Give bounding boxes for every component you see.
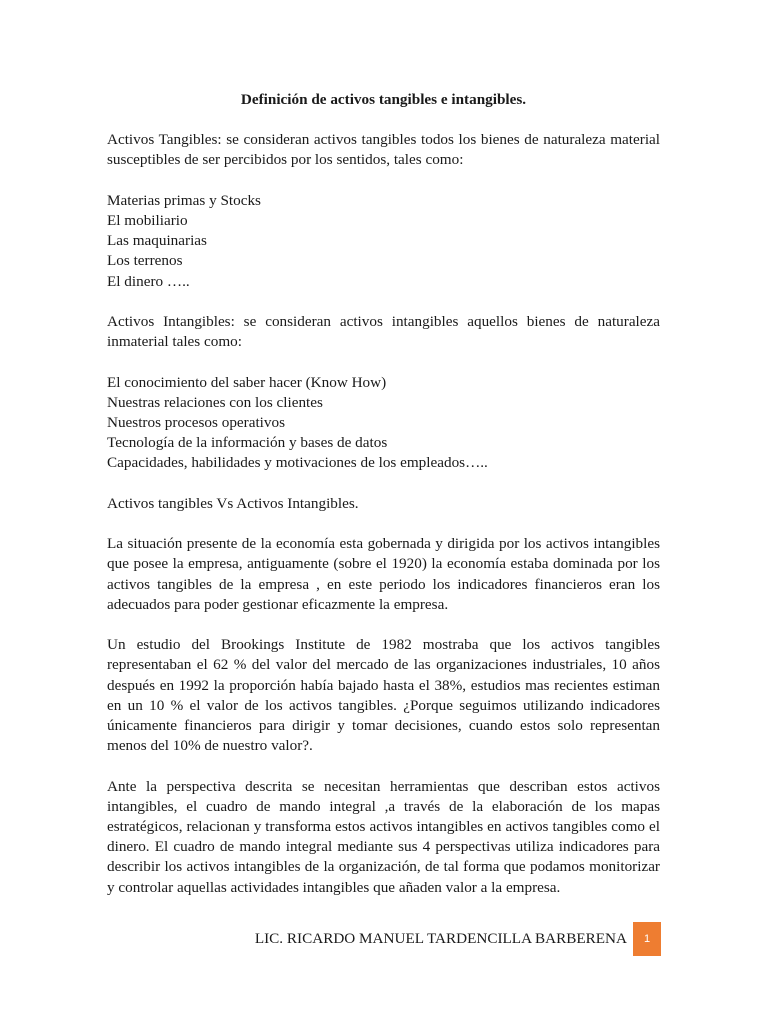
list-item: El conocimiento del saber hacer (Know How): [107, 373, 387, 391]
list-item: El dinero …..: [107, 272, 190, 290]
list-item: Capacidades, habilidades y motivaciones de los empleados…..: [107, 454, 488, 472]
paragraph-situacion: La situación presente de la economía esta gobernada y dirigida por los activos intangibles que posee la empresa, antiguamente (sobre el 1920) la economía estaba dominada por los activos tangibles de la empresa , en este periodo los indicadores financieros eran los adecuados para poder gestionar eficazmente la empresa.: [107, 535, 660, 613]
intangibles-list: [107, 373, 660, 474]
document-title: Definición de activos tangibles e intangibles.: [240, 91, 527, 108]
paragraph-intangibles: Activos Intangibles: se consideran activos intangibles aquellos bienes de naturaleza inmaterial tales como:: [107, 313, 660, 351]
list-item: Materias primas y Stocks: [107, 191, 261, 209]
list-item: Tecnología de la información y bases de datos: [107, 434, 388, 452]
list-item: El mobiliario: [107, 212, 188, 229]
document-page: [107, 90, 660, 918]
page-number-badge: 1: [633, 922, 661, 956]
paragraph-tangibles: Activos Tangibles: se consideran activos tangibles todos los bienes de naturaleza material susceptibles de ser percibidos por los sentidos, tales como:: [107, 131, 660, 169]
footer-author: LIC. RICARDO MANUEL TARDENCILLA BARBERENA: [254, 930, 627, 947]
page-footer: [0, 922, 768, 956]
paragraph-estudio: Un estudio del Brookings Institute de 1982 mostraba que los activos tangibles representaban el 62 % del valor del mercado de las organizaciones industriales, 10 años después en 1992 la proporción había bajado hasta el 38%, estudios mas recientes estiman en un 10 % el valor de los activos tangibles. ¿Porque seguimos utilizando indicadores únicamente financieros para dirigir y tomar decisiones, cuando estos solo representan menos del 10% de nuestro valor?.: [107, 636, 660, 755]
paragraph-perspectiva: Ante la perspectiva descrita se necesitan herramientas que describan estos activos intangibles, el cuadro de mando integral ,a través de la elaboración de los mapas estratégicos, relacionan y transforma estos activos intangibles en activos tangibles como el dinero. El cuadro de mando integral mediante sus 4 perspectivas utiliza indicadores para describir los activos intangibles de la organización, de tal forma que podamos monitorizar y controlar aquellas actividades intangibles que añaden valor a la empresa.: [107, 777, 660, 896]
list-item: Las maquinarias: [107, 232, 207, 250]
list-item: Los terrenos: [107, 252, 183, 270]
list-item: Nuestras relaciones con los clientes: [107, 393, 323, 411]
tangibles-list: [107, 191, 660, 292]
section-subheading: Activos tangibles Vs Activos Intangibles.: [107, 494, 359, 512]
list-item: Nuestros procesos operativos: [107, 414, 285, 431]
